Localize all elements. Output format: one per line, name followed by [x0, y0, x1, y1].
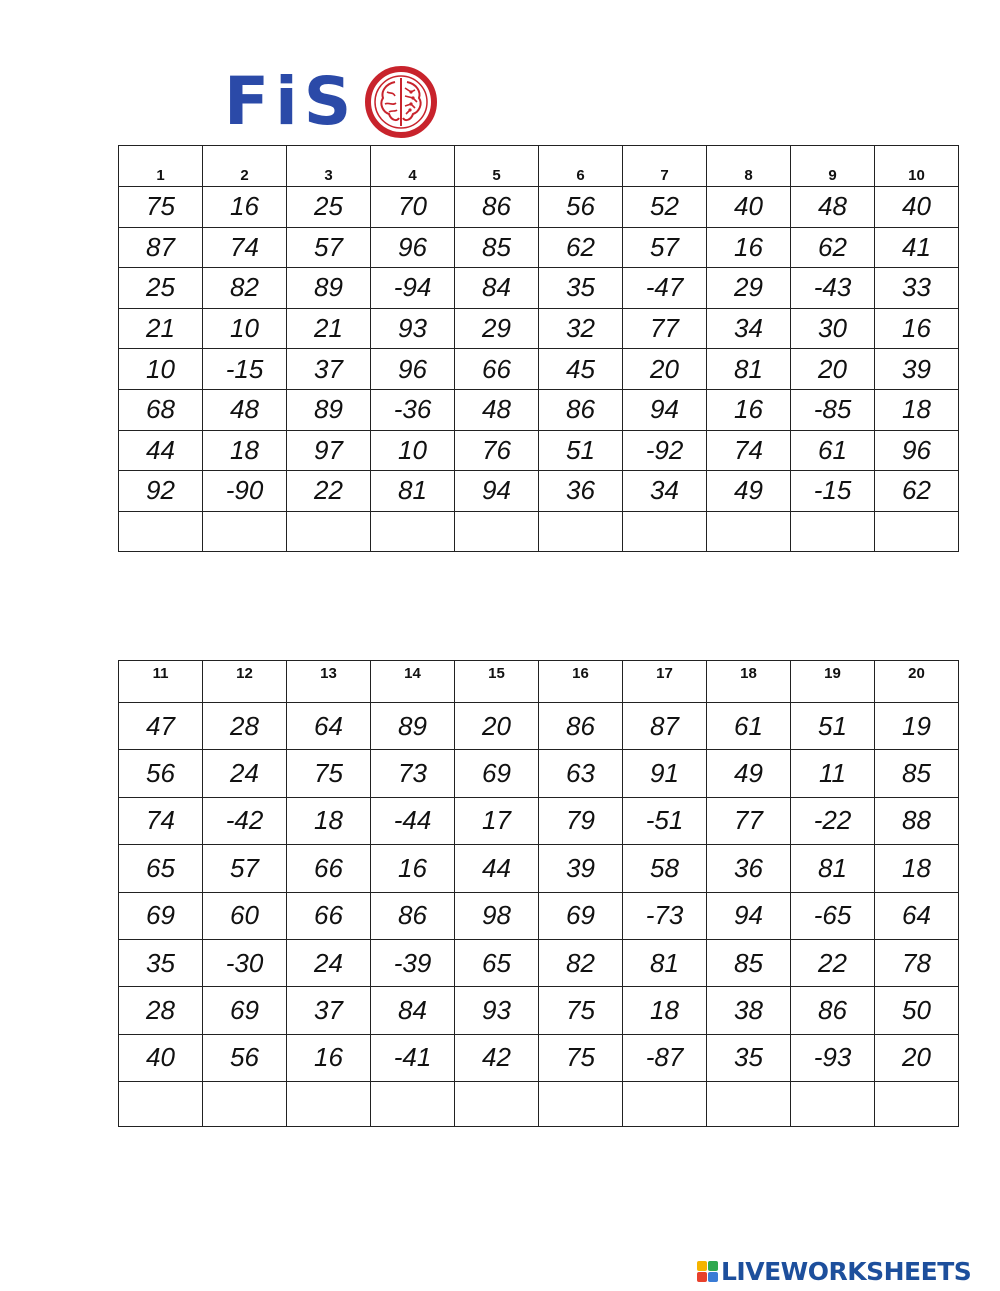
number-cell: 33 [875, 268, 959, 309]
answer-cell[interactable] [455, 511, 539, 551]
number-cell: 74 [707, 430, 791, 471]
number-cell: -92 [623, 430, 707, 471]
number-cell: 16 [203, 187, 287, 228]
number-cell: 64 [875, 892, 959, 939]
column-header: 4 [371, 146, 455, 187]
table-row [119, 430, 959, 471]
header-row [119, 146, 959, 187]
number-cell: 92 [119, 471, 203, 512]
number-cell: 41 [875, 227, 959, 268]
number-cell: 29 [455, 308, 539, 349]
number-cell: 24 [203, 750, 287, 797]
answer-cell[interactable] [287, 1082, 371, 1127]
number-cell: 11 [791, 750, 875, 797]
number-cell: 88 [875, 797, 959, 844]
number-cell: -42 [203, 797, 287, 844]
number-cell: 34 [707, 308, 791, 349]
number-cell: 87 [119, 227, 203, 268]
number-cell: -30 [203, 939, 287, 986]
answer-cell[interactable] [875, 1082, 959, 1127]
number-cell: 48 [455, 389, 539, 430]
number-cell: 45 [539, 349, 623, 390]
number-cell: 74 [119, 797, 203, 844]
number-cell: 25 [287, 187, 371, 228]
answer-cell[interactable] [203, 1082, 287, 1127]
number-cell: 89 [371, 703, 455, 750]
number-cell: 62 [875, 471, 959, 512]
number-cell: 18 [875, 389, 959, 430]
table-row [119, 703, 959, 750]
number-cell: -85 [791, 389, 875, 430]
number-cell: -15 [791, 471, 875, 512]
number-cell: 75 [539, 1034, 623, 1081]
number-table-2 [118, 660, 959, 1127]
number-cell: 76 [455, 430, 539, 471]
column-header: 1 [119, 146, 203, 187]
number-cell: -87 [623, 1034, 707, 1081]
column-header: 5 [455, 146, 539, 187]
answer-row [119, 1082, 959, 1127]
column-header: 20 [875, 661, 959, 703]
number-cell: 93 [455, 987, 539, 1034]
answer-row [119, 511, 959, 551]
answer-cell[interactable] [791, 511, 875, 551]
table-row [119, 1034, 959, 1081]
number-cell: 58 [623, 845, 707, 892]
table-row [119, 268, 959, 309]
column-header: 18 [707, 661, 791, 703]
number-cell: 74 [203, 227, 287, 268]
number-cell: 85 [455, 227, 539, 268]
logo-block [708, 1261, 718, 1271]
number-cell: 86 [455, 187, 539, 228]
table-row [119, 987, 959, 1034]
answer-cell[interactable] [455, 1082, 539, 1127]
number-cell: 96 [371, 227, 455, 268]
number-cell: 50 [875, 987, 959, 1034]
number-cell: 39 [539, 845, 623, 892]
number-cell: 81 [623, 939, 707, 986]
table-row [119, 797, 959, 844]
number-cell: -47 [623, 268, 707, 309]
number-cell: 19 [875, 703, 959, 750]
table-row [119, 939, 959, 986]
number-cell: 37 [287, 987, 371, 1034]
number-cell: 49 [707, 750, 791, 797]
answer-cell[interactable] [707, 1082, 791, 1127]
number-cell: 94 [623, 389, 707, 430]
table-row [119, 750, 959, 797]
answer-cell[interactable] [623, 1082, 707, 1127]
number-cell: 66 [287, 892, 371, 939]
column-header: 12 [203, 661, 287, 703]
number-cell: 29 [707, 268, 791, 309]
number-cell: 65 [455, 939, 539, 986]
number-cell: 21 [119, 308, 203, 349]
fiso-logo [224, 62, 437, 142]
number-cell: 18 [875, 845, 959, 892]
liveworksheets-logo-icon [697, 1261, 718, 1282]
number-cell: -90 [203, 471, 287, 512]
number-cell: 86 [539, 703, 623, 750]
number-cell: 36 [539, 471, 623, 512]
number-cell: 37 [287, 349, 371, 390]
number-cell: 68 [119, 389, 203, 430]
number-cell: 75 [287, 750, 371, 797]
number-cell: 16 [875, 308, 959, 349]
column-header: 2 [203, 146, 287, 187]
number-cell: 32 [539, 308, 623, 349]
number-cell: 47 [119, 703, 203, 750]
answer-cell[interactable] [371, 1082, 455, 1127]
number-cell: 10 [203, 308, 287, 349]
number-cell: 57 [287, 227, 371, 268]
column-header: 10 [875, 146, 959, 187]
number-cell: 51 [539, 430, 623, 471]
table-row [119, 187, 959, 228]
number-cell: 94 [455, 471, 539, 512]
number-cell: 86 [371, 892, 455, 939]
number-table-1 [118, 145, 959, 552]
number-cell: 22 [287, 471, 371, 512]
number-cell: 94 [707, 892, 791, 939]
number-cell: -39 [371, 939, 455, 986]
number-cell: 87 [623, 703, 707, 750]
number-cell: 69 [119, 892, 203, 939]
number-cell: 36 [707, 845, 791, 892]
column-header: 16 [539, 661, 623, 703]
number-cell: 51 [791, 703, 875, 750]
number-cell: 22 [791, 939, 875, 986]
number-cell: 10 [119, 349, 203, 390]
number-cell: 16 [371, 845, 455, 892]
table-row [119, 471, 959, 512]
number-cell: 78 [875, 939, 959, 986]
number-cell: 82 [539, 939, 623, 986]
number-cell: 49 [707, 471, 791, 512]
column-header: 6 [539, 146, 623, 187]
number-cell: 44 [119, 430, 203, 471]
number-cell: 48 [791, 187, 875, 228]
number-cell: 77 [623, 308, 707, 349]
number-cell: 34 [623, 471, 707, 512]
number-cell: 81 [707, 349, 791, 390]
number-cell: 21 [287, 308, 371, 349]
column-header: 11 [119, 661, 203, 703]
number-cell: 18 [287, 797, 371, 844]
number-cell: 97 [287, 430, 371, 471]
number-cell: 65 [119, 845, 203, 892]
number-cell: 62 [791, 227, 875, 268]
number-cell: 66 [287, 845, 371, 892]
header-row [119, 661, 959, 703]
number-cell: 48 [203, 389, 287, 430]
answer-cell[interactable] [119, 1082, 203, 1127]
number-cell: 85 [875, 750, 959, 797]
table-row [119, 227, 959, 268]
number-cell: 20 [791, 349, 875, 390]
number-cell: 82 [203, 268, 287, 309]
number-cell: 73 [371, 750, 455, 797]
liveworksheets-watermark [697, 1256, 971, 1286]
column-header: 3 [287, 146, 371, 187]
number-cell: 69 [539, 892, 623, 939]
column-header: 17 [623, 661, 707, 703]
number-cell: 20 [875, 1034, 959, 1081]
number-cell: 61 [707, 703, 791, 750]
logo-block [708, 1272, 718, 1282]
number-cell: 89 [287, 268, 371, 309]
table-row [119, 308, 959, 349]
number-cell: 98 [455, 892, 539, 939]
number-cell: 56 [203, 1034, 287, 1081]
number-cell: 63 [539, 750, 623, 797]
number-cell: 93 [371, 308, 455, 349]
number-cell: 40 [875, 187, 959, 228]
number-cell: 89 [287, 389, 371, 430]
number-cell: 28 [119, 987, 203, 1034]
column-header: 9 [791, 146, 875, 187]
logo-text: FiS [224, 63, 358, 140]
brain-icon [365, 66, 437, 138]
column-header: 14 [371, 661, 455, 703]
number-cell: -36 [371, 389, 455, 430]
number-cell: 56 [539, 187, 623, 228]
number-cell: 17 [455, 797, 539, 844]
number-cell: 20 [623, 349, 707, 390]
number-cell: 61 [791, 430, 875, 471]
number-cell: 20 [455, 703, 539, 750]
number-cell: 57 [203, 845, 287, 892]
answer-cell[interactable] [875, 511, 959, 551]
answer-cell[interactable] [287, 511, 371, 551]
number-cell: 18 [623, 987, 707, 1034]
number-cell: 44 [455, 845, 539, 892]
number-cell: 40 [119, 1034, 203, 1081]
column-header: 13 [287, 661, 371, 703]
number-cell: -41 [371, 1034, 455, 1081]
number-cell: 86 [539, 389, 623, 430]
column-header: 7 [623, 146, 707, 187]
number-cell: 35 [539, 268, 623, 309]
number-cell: -73 [623, 892, 707, 939]
number-cell: -65 [791, 892, 875, 939]
number-cell: 40 [707, 187, 791, 228]
column-header: 15 [455, 661, 539, 703]
number-cell: 84 [455, 268, 539, 309]
number-cell: 69 [203, 987, 287, 1034]
table-row [119, 389, 959, 430]
number-cell: 75 [119, 187, 203, 228]
column-header: 19 [791, 661, 875, 703]
answer-cell[interactable] [371, 511, 455, 551]
number-cell: 91 [623, 750, 707, 797]
number-cell: 16 [707, 389, 791, 430]
number-cell: 16 [287, 1034, 371, 1081]
answer-cell[interactable] [707, 511, 791, 551]
number-cell: 16 [707, 227, 791, 268]
number-cell: 62 [539, 227, 623, 268]
number-cell: 56 [119, 750, 203, 797]
number-cell: 39 [875, 349, 959, 390]
number-cell: 42 [455, 1034, 539, 1081]
number-cell: 28 [203, 703, 287, 750]
answer-cell[interactable] [539, 511, 623, 551]
number-cell: 57 [623, 227, 707, 268]
number-cell: 60 [203, 892, 287, 939]
logo-block [697, 1261, 707, 1271]
number-cell: 30 [791, 308, 875, 349]
number-cell: 96 [875, 430, 959, 471]
number-cell: 96 [371, 349, 455, 390]
table-row [119, 349, 959, 390]
number-cell: 64 [287, 703, 371, 750]
number-cell: 35 [119, 939, 203, 986]
watermark-text: LIVEWORKSHEETS [721, 1256, 972, 1286]
number-cell: -93 [791, 1034, 875, 1081]
number-cell: 84 [371, 987, 455, 1034]
number-cell: -44 [371, 797, 455, 844]
number-cell: -51 [623, 797, 707, 844]
answer-cell[interactable] [119, 511, 203, 551]
number-cell: 75 [539, 987, 623, 1034]
number-cell: -15 [203, 349, 287, 390]
number-cell: 52 [623, 187, 707, 228]
number-cell: -43 [791, 268, 875, 309]
number-cell: 66 [455, 349, 539, 390]
number-cell: 35 [707, 1034, 791, 1081]
number-cell: 86 [791, 987, 875, 1034]
number-cell: 81 [791, 845, 875, 892]
answer-cell[interactable] [203, 511, 287, 551]
column-header: 8 [707, 146, 791, 187]
number-cell: 24 [287, 939, 371, 986]
number-cell: 77 [707, 797, 791, 844]
number-cell: -94 [371, 268, 455, 309]
number-cell: 70 [371, 187, 455, 228]
number-cell: 25 [119, 268, 203, 309]
answer-cell[interactable] [539, 1082, 623, 1127]
number-cell: 79 [539, 797, 623, 844]
number-cell: -22 [791, 797, 875, 844]
number-cell: 81 [371, 471, 455, 512]
answer-cell[interactable] [623, 511, 707, 551]
number-cell: 38 [707, 987, 791, 1034]
table-row [119, 845, 959, 892]
number-cell: 69 [455, 750, 539, 797]
number-cell: 18 [203, 430, 287, 471]
table-row [119, 892, 959, 939]
number-cell: 85 [707, 939, 791, 986]
answer-cell[interactable] [791, 1082, 875, 1127]
number-cell: 10 [371, 430, 455, 471]
logo-block [697, 1272, 707, 1282]
